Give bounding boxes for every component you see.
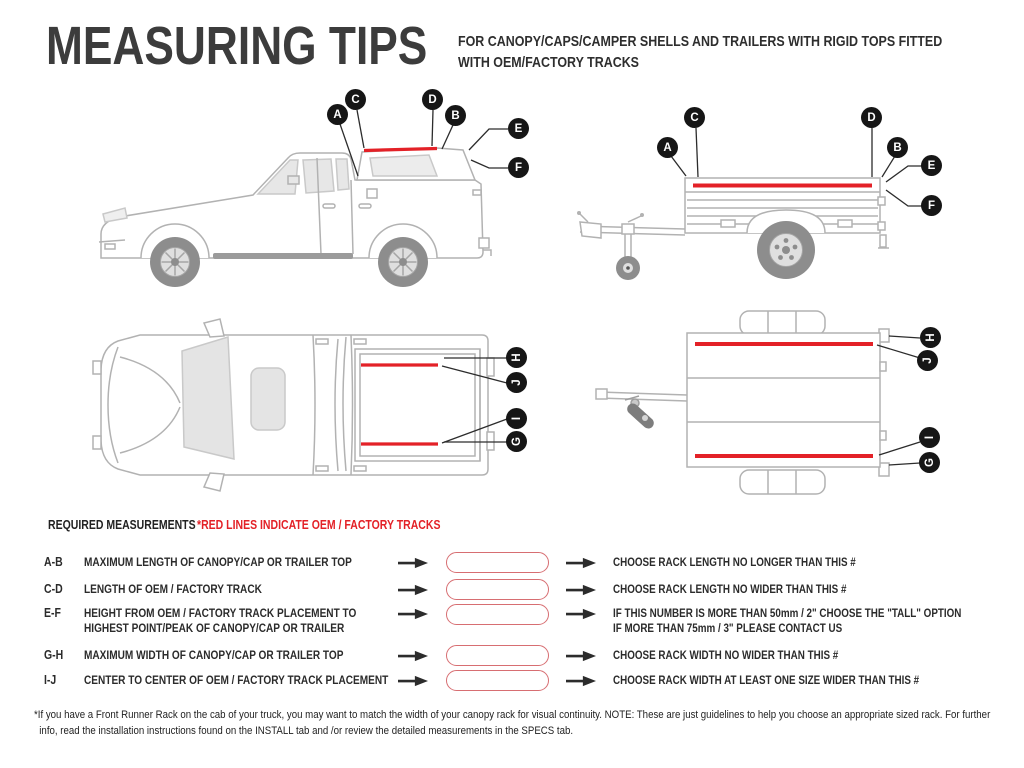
measurement-key: C-D: [44, 582, 63, 596]
measurement-guideline: CHOOSE RACK WIDTH AT LEAST ONE SIZE WIDER THAN THIS #: [613, 673, 920, 687]
label-badge-d: D: [422, 89, 443, 110]
label-badge-h: H: [920, 327, 941, 348]
label-badge-a: A: [657, 137, 678, 158]
arrow-right-icon: [398, 650, 428, 662]
measurement-value-box: [446, 579, 549, 600]
label-badge-h: H: [506, 347, 527, 368]
subtitle-line-1: FOR CANOPY/CAPS/CAMPER SHELLS AND TRAILERS WITH RIGID TOPS FITTED: [458, 33, 943, 50]
arrow-right-icon: [566, 557, 596, 569]
measurement-guideline: CHOOSE RACK LENGTH NO LONGER THAN THIS #: [613, 555, 856, 569]
label-badge-a: A: [327, 104, 348, 125]
measurement-description: MAXIMUM WIDTH OF CANOPY/CAP OR TRAILER TOP: [84, 648, 344, 662]
leader-lines: [877, 336, 920, 465]
arrow-right-icon: [566, 650, 596, 662]
label-badge-e: E: [508, 118, 529, 139]
front-wheel-icon: [150, 237, 200, 287]
measurement-description: HEIGHT FROM OEM / FACTORY TRACK PLACEMENT TO HIGHEST POINT/PEAK OF CANOPY/CAP OR TRAILER: [84, 606, 357, 635]
truck-side-view-illustration: [85, 86, 540, 294]
label-badge-f: F: [921, 195, 942, 216]
measurement-guideline: IF THIS NUMBER IS MORE THAN 50mm / 2" CHOOSE THE "TALL" OPTION IF MORE THAN 75mm / 3" PLEASE CONTACT US: [613, 606, 962, 635]
page-subtitle: [458, 31, 1024, 73]
label-badge-i: I: [919, 427, 940, 448]
measurement-guideline: CHOOSE RACK WIDTH NO WIDER THAN THIS #: [613, 648, 839, 662]
label-badge-f: F: [508, 157, 529, 178]
label-badge-b: B: [445, 105, 466, 126]
label-badge-g: G: [506, 431, 527, 452]
measurement-key: I-J: [44, 673, 57, 687]
page-title: MEASURING TIPS: [46, 16, 428, 76]
label-badge-b: B: [887, 137, 908, 158]
trailer-side-view-diagram: [575, 98, 995, 292]
arrow-right-icon: [398, 675, 428, 687]
label-badge-i: I: [506, 408, 527, 429]
measurement-key: A-B: [44, 555, 63, 569]
jockey-wheel-icon: [625, 401, 656, 431]
measurement-value-box: [446, 645, 549, 666]
truck-side-view-diagram: [85, 86, 540, 294]
trailer-top-view-illustration: [595, 300, 945, 505]
rear-wheel-icon: [378, 237, 428, 287]
required-measurements-heading: REQUIRED MEASUREMENTS: [48, 518, 196, 532]
measurement-value-box: [446, 670, 549, 691]
label-badge-e: E: [921, 155, 942, 176]
truck-top-view-illustration: [88, 303, 540, 505]
label-badge-c: C: [345, 89, 366, 110]
trailer-top-view-diagram: [595, 300, 945, 505]
jockey-wheel-icon: [616, 256, 640, 280]
measurement-key: G-H: [44, 648, 64, 662]
measurement-row-ij: [0, 670, 1024, 706]
truck-top-view-diagram: [88, 303, 540, 505]
measurement-key: E-F: [44, 606, 61, 620]
arrow-right-icon: [566, 608, 596, 620]
measurement-description: MAXIMUM LENGTH OF CANOPY/CAP OR TRAILER TOP: [84, 555, 352, 569]
label-badge-j: J: [917, 350, 938, 371]
arrow-right-icon: [566, 584, 596, 596]
label-badge-g: G: [919, 452, 940, 473]
arrow-right-icon: [398, 584, 428, 596]
footnote: *If you have a Front Runner Rack on the cab of your truck, you may want to match the width of your canopy rack for visual continuity. NOTE: These are just guidelines to help you choose an appropriate sized rack. For further info, read the installation instructions found on the INSTALL tab and /or review the detailed measurements in the SPECS tab.: [34, 709, 991, 737]
label-badge-c: C: [684, 107, 705, 128]
arrow-right-icon: [398, 608, 428, 620]
measurement-row-ef: [0, 603, 1024, 639]
measurement-description: LENGTH OF OEM / FACTORY TRACK: [84, 582, 262, 596]
label-badge-d: D: [861, 107, 882, 128]
measurement-guideline: CHOOSE RACK LENGTH NO WIDER THAN THIS #: [613, 582, 847, 596]
arrow-right-icon: [398, 557, 428, 569]
label-badge-j: J: [506, 372, 527, 393]
trailer-wheel-icon: [757, 221, 815, 279]
measurement-description: CENTER TO CENTER OF OEM / FACTORY TRACK PLACEMENT: [84, 673, 389, 687]
subtitle-line-2: WITH OEM/FACTORY TRACKS: [458, 54, 639, 71]
measurement-value-box: [446, 604, 549, 625]
measurement-value-box: [446, 552, 549, 573]
arrow-right-icon: [566, 675, 596, 687]
red-lines-note: *RED LINES INDICATE OEM / FACTORY TRACKS: [197, 518, 441, 532]
oem-track-red-line: [364, 149, 437, 151]
